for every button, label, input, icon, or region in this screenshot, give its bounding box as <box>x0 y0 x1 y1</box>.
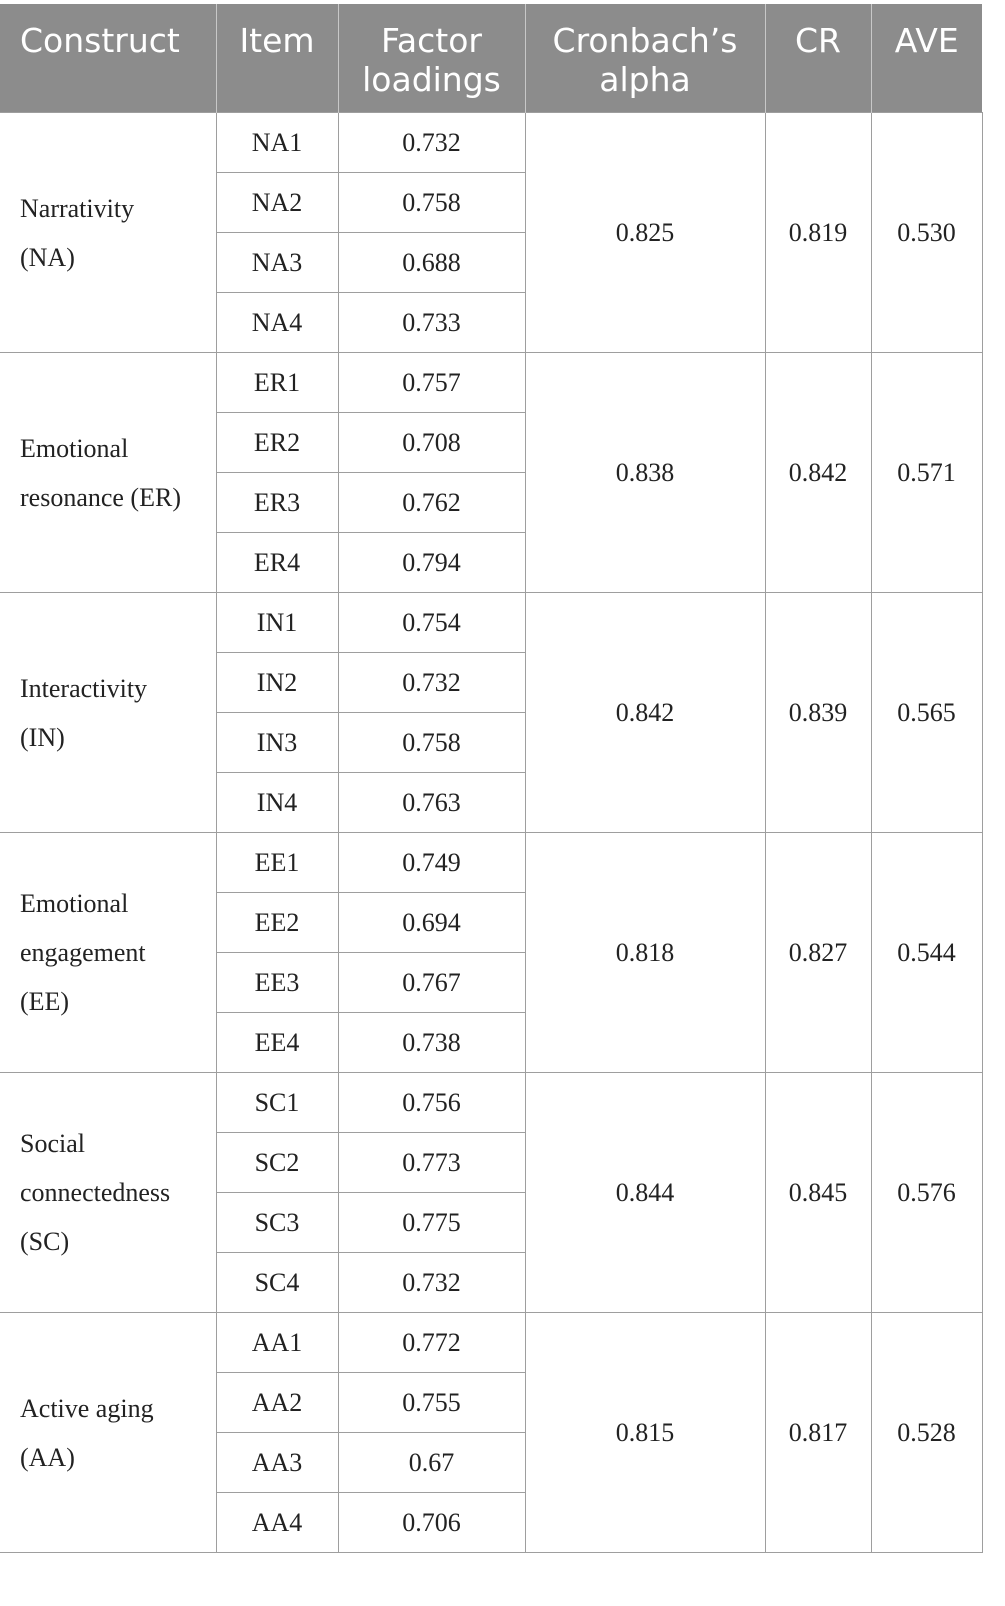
ave-cell: 0.544 <box>871 833 982 1073</box>
cronbachs-alpha-cell: 0.818 <box>525 833 765 1073</box>
cr-cell: 0.827 <box>765 833 871 1073</box>
cronbachs-alpha-cell: 0.842 <box>525 593 765 833</box>
factor-loading-cell: 0.758 <box>338 173 525 233</box>
factor-loading-cell: 0.757 <box>338 353 525 413</box>
construct-cell <box>0 833 216 1073</box>
factor-loading-cell: 0.794 <box>338 533 525 593</box>
item-cell: NA4 <box>216 293 338 353</box>
table-row <box>0 353 982 413</box>
factor-loading-cell: 0.755 <box>338 1373 525 1433</box>
factor-loading-cell: 0.732 <box>338 653 525 713</box>
factor-loading-cell: 0.694 <box>338 893 525 953</box>
ave-cell: 0.528 <box>871 1313 982 1553</box>
cr-cell: 0.842 <box>765 353 871 593</box>
table-row <box>0 833 982 893</box>
item-cell: SC2 <box>216 1133 338 1193</box>
header-ave: AVE <box>871 4 982 113</box>
item-cell: NA2 <box>216 173 338 233</box>
factor-loading-cell: 0.749 <box>338 833 525 893</box>
item-cell: EE1 <box>216 833 338 893</box>
item-cell: SC3 <box>216 1193 338 1253</box>
factor-loading-cell: 0.754 <box>338 593 525 653</box>
header-row <box>0 4 982 113</box>
construct-label: Interactivity (IN) <box>20 673 148 752</box>
construct-cell <box>0 353 216 593</box>
ave-cell: 0.565 <box>871 593 982 833</box>
item-cell: EE2 <box>216 893 338 953</box>
header-item: Item <box>216 4 338 113</box>
item-cell: ER4 <box>216 533 338 593</box>
table-row <box>0 1313 982 1373</box>
construct-cell <box>0 1313 216 1553</box>
reliability-table <box>0 4 983 1553</box>
item-cell: NA1 <box>216 113 338 173</box>
item-cell: NA3 <box>216 233 338 293</box>
cronbachs-alpha-cell: 0.844 <box>525 1073 765 1313</box>
item-cell: AA4 <box>216 1493 338 1553</box>
factor-loading-cell: 0.773 <box>338 1133 525 1193</box>
table-body <box>0 113 982 1553</box>
construct-label: Emotional engagement (EE) <box>20 889 146 1016</box>
factor-loading-cell: 0.756 <box>338 1073 525 1133</box>
construct-cell <box>0 1073 216 1313</box>
cronbachs-alpha-cell: 0.838 <box>525 353 765 593</box>
cr-cell: 0.819 <box>765 113 871 353</box>
construct-cell <box>0 113 216 353</box>
construct-label: Social connectedness (SC) <box>20 1129 171 1256</box>
item-cell: SC4 <box>216 1253 338 1313</box>
factor-loading-cell: 0.732 <box>338 1253 525 1313</box>
construct-cell <box>0 593 216 833</box>
item-cell: IN1 <box>216 593 338 653</box>
factor-loading-cell: 0.708 <box>338 413 525 473</box>
item-cell: AA3 <box>216 1433 338 1493</box>
item-cell: AA1 <box>216 1313 338 1373</box>
factor-loading-cell: 0.67 <box>338 1433 525 1493</box>
ave-cell: 0.576 <box>871 1073 982 1313</box>
header-cr: CR <box>765 4 871 113</box>
header-construct: Construct <box>0 4 216 113</box>
cronbachs-alpha-cell: 0.815 <box>525 1313 765 1553</box>
cr-cell: 0.845 <box>765 1073 871 1313</box>
ave-cell: 0.571 <box>871 353 982 593</box>
item-cell: EE3 <box>216 953 338 1013</box>
item-cell: ER3 <box>216 473 338 533</box>
factor-loading-cell: 0.733 <box>338 293 525 353</box>
factor-loading-cell: 0.775 <box>338 1193 525 1253</box>
factor-loading-cell: 0.738 <box>338 1013 525 1073</box>
ave-cell: 0.530 <box>871 113 982 353</box>
header-factor-loadings: Factor loadings <box>338 4 525 113</box>
item-cell: SC1 <box>216 1073 338 1133</box>
factor-loading-cell: 0.763 <box>338 773 525 833</box>
item-cell: ER2 <box>216 413 338 473</box>
header-cronbachs-alpha: Cronbach’s alpha <box>525 4 765 113</box>
item-cell: EE4 <box>216 1013 338 1073</box>
item-cell: IN4 <box>216 773 338 833</box>
cronbachs-alpha-cell: 0.825 <box>525 113 765 353</box>
item-cell: ER1 <box>216 353 338 413</box>
factor-loading-cell: 0.772 <box>338 1313 525 1373</box>
table-row <box>0 593 982 653</box>
table-row <box>0 113 982 173</box>
construct-label: Emotional resonance (ER) <box>20 433 181 512</box>
factor-loading-cell: 0.706 <box>338 1493 525 1553</box>
item-cell: AA2 <box>216 1373 338 1433</box>
cr-cell: 0.817 <box>765 1313 871 1553</box>
item-cell: IN3 <box>216 713 338 773</box>
factor-loading-cell: 0.767 <box>338 953 525 1013</box>
factor-loading-cell: 0.732 <box>338 113 525 173</box>
factor-loading-cell: 0.688 <box>338 233 525 293</box>
item-cell: IN2 <box>216 653 338 713</box>
construct-label: Narrativity (NA) <box>20 193 135 272</box>
construct-label: Active aging (AA) <box>20 1393 154 1472</box>
factor-loading-cell: 0.758 <box>338 713 525 773</box>
cr-cell: 0.839 <box>765 593 871 833</box>
factor-loading-cell: 0.762 <box>338 473 525 533</box>
table-row <box>0 1073 982 1133</box>
